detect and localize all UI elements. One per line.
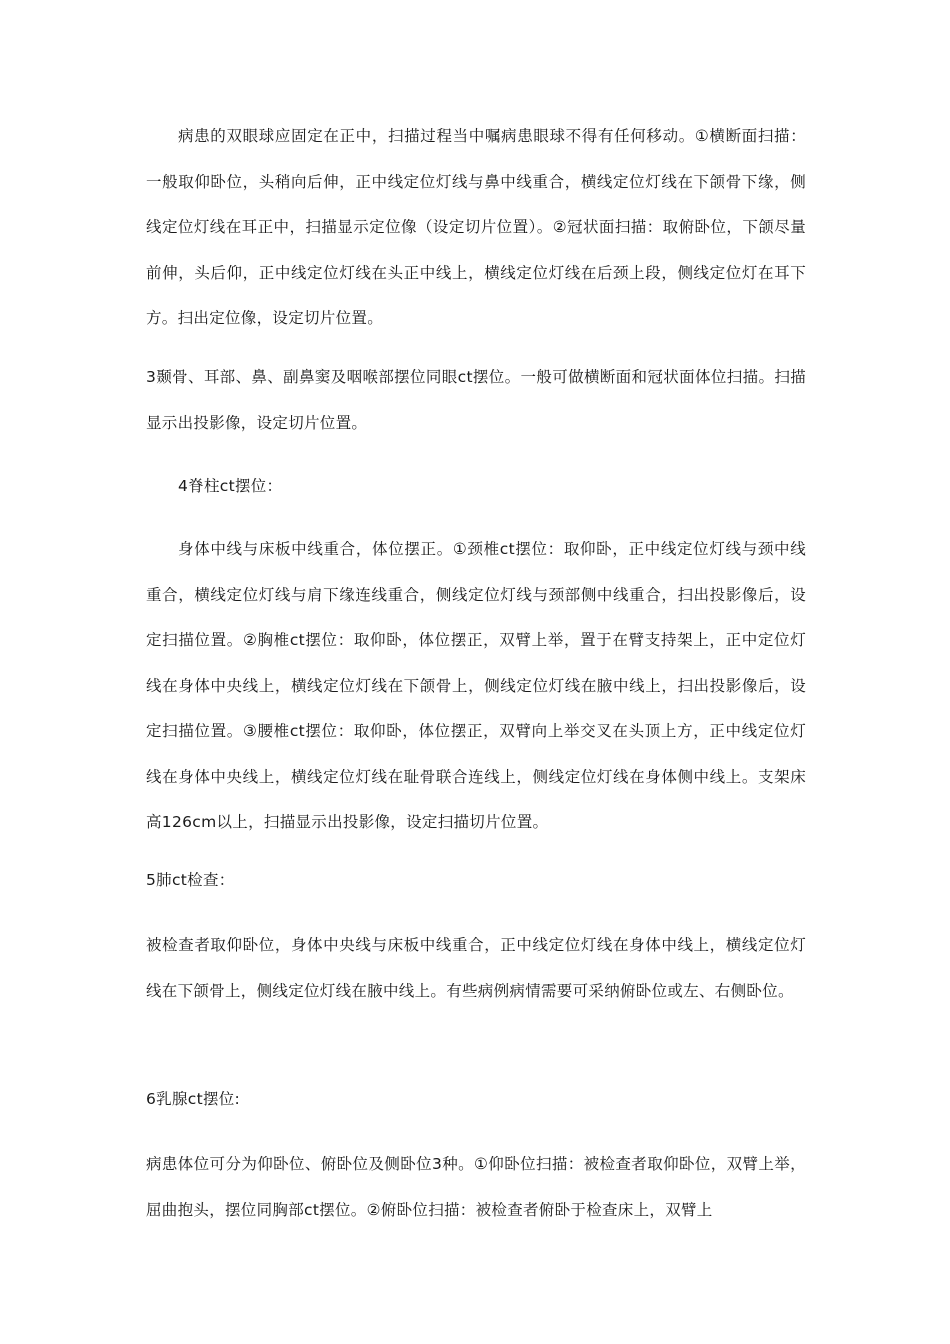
heading-spine-positioning: 4脊柱ct摆位： <box>178 477 283 495</box>
heading-breast-ct: 6乳腺ct摆位: <box>146 1090 241 1108</box>
paragraph-breast-ct: 病患体位可分为仰卧位、俯卧位及侧卧位3种。①仰卧位扫描：被检查者取仰卧位，双臂上举，屈曲抱头，摆位同胸部ct摆位。②俯卧位扫描：被检查者俯卧于检查床上，双臂上 <box>146 1155 806 1219</box>
paragraph-temporal-positioning: 3颞骨、耳部、鼻、副鼻窦及咽喉部摆位同眼ct摆位。一般可做横断面和冠状面体位扫描。扫描显示出投影像，设定切片位置。 <box>146 368 806 432</box>
paragraph-lung-ct: 被检查者取仰卧位，身体中央线与床板中线重合，正中线定位灯线在身体中线上，横线定位灯线在下颌骨上，侧线定位灯线在腋中线上。有些病例病情需要可采纳俯卧位或左、右侧卧位。 <box>146 936 806 1000</box>
paragraph-eye-positioning: 病患的双眼球应固定在正中，扫描过程当中嘱病患眼球不得有任何移动。①横断面扫描：一般取仰卧位，头稍向后伸，正中线定位灯线与鼻中线重合，横线定位灯线在下颌骨下缘，侧线定位灯线在耳正中，扫描显示定位像（设定切片位置）。②冠状面扫描：取俯卧位，下颌尽量前伸，头后仰，正中线定位灯线在头正中线上，横线定位灯线在后颈上段，侧线定位灯在耳下方。扫出定位像，设定切片位置。 <box>146 127 806 327</box>
heading-lung-ct: 5肺ct检查： <box>146 871 235 889</box>
paragraph-spine-positioning: 身体中线与床板中线重合，体位摆正。①颈椎ct摆位：取仰卧，正中线定位灯线与颈中线重合，横线定位灯线与肩下缘连线重合，侧线定位灯线与颈部侧中线重合，扫出投影像后，设定扫描位置。②胸椎ct摆位：取仰卧，体位摆正，双臂上举，置于在臂支持架上，正中定位灯线在身体中央线上，横线定位灯线在下颌骨上，侧线定位灯线在腋中线上，扫出投影像后，设定扫描位置。③腰椎ct摆位：取仰卧，体位摆正，双臂向上举交叉在头顶上方，正中线定位灯线在身体中央线上，横线定位灯线在耻骨联合连线上，侧线定位灯线在身体侧中线上。支架床高126cm以上，扫描显示出投影像，设定扫描切片位置。 <box>146 540 806 831</box>
